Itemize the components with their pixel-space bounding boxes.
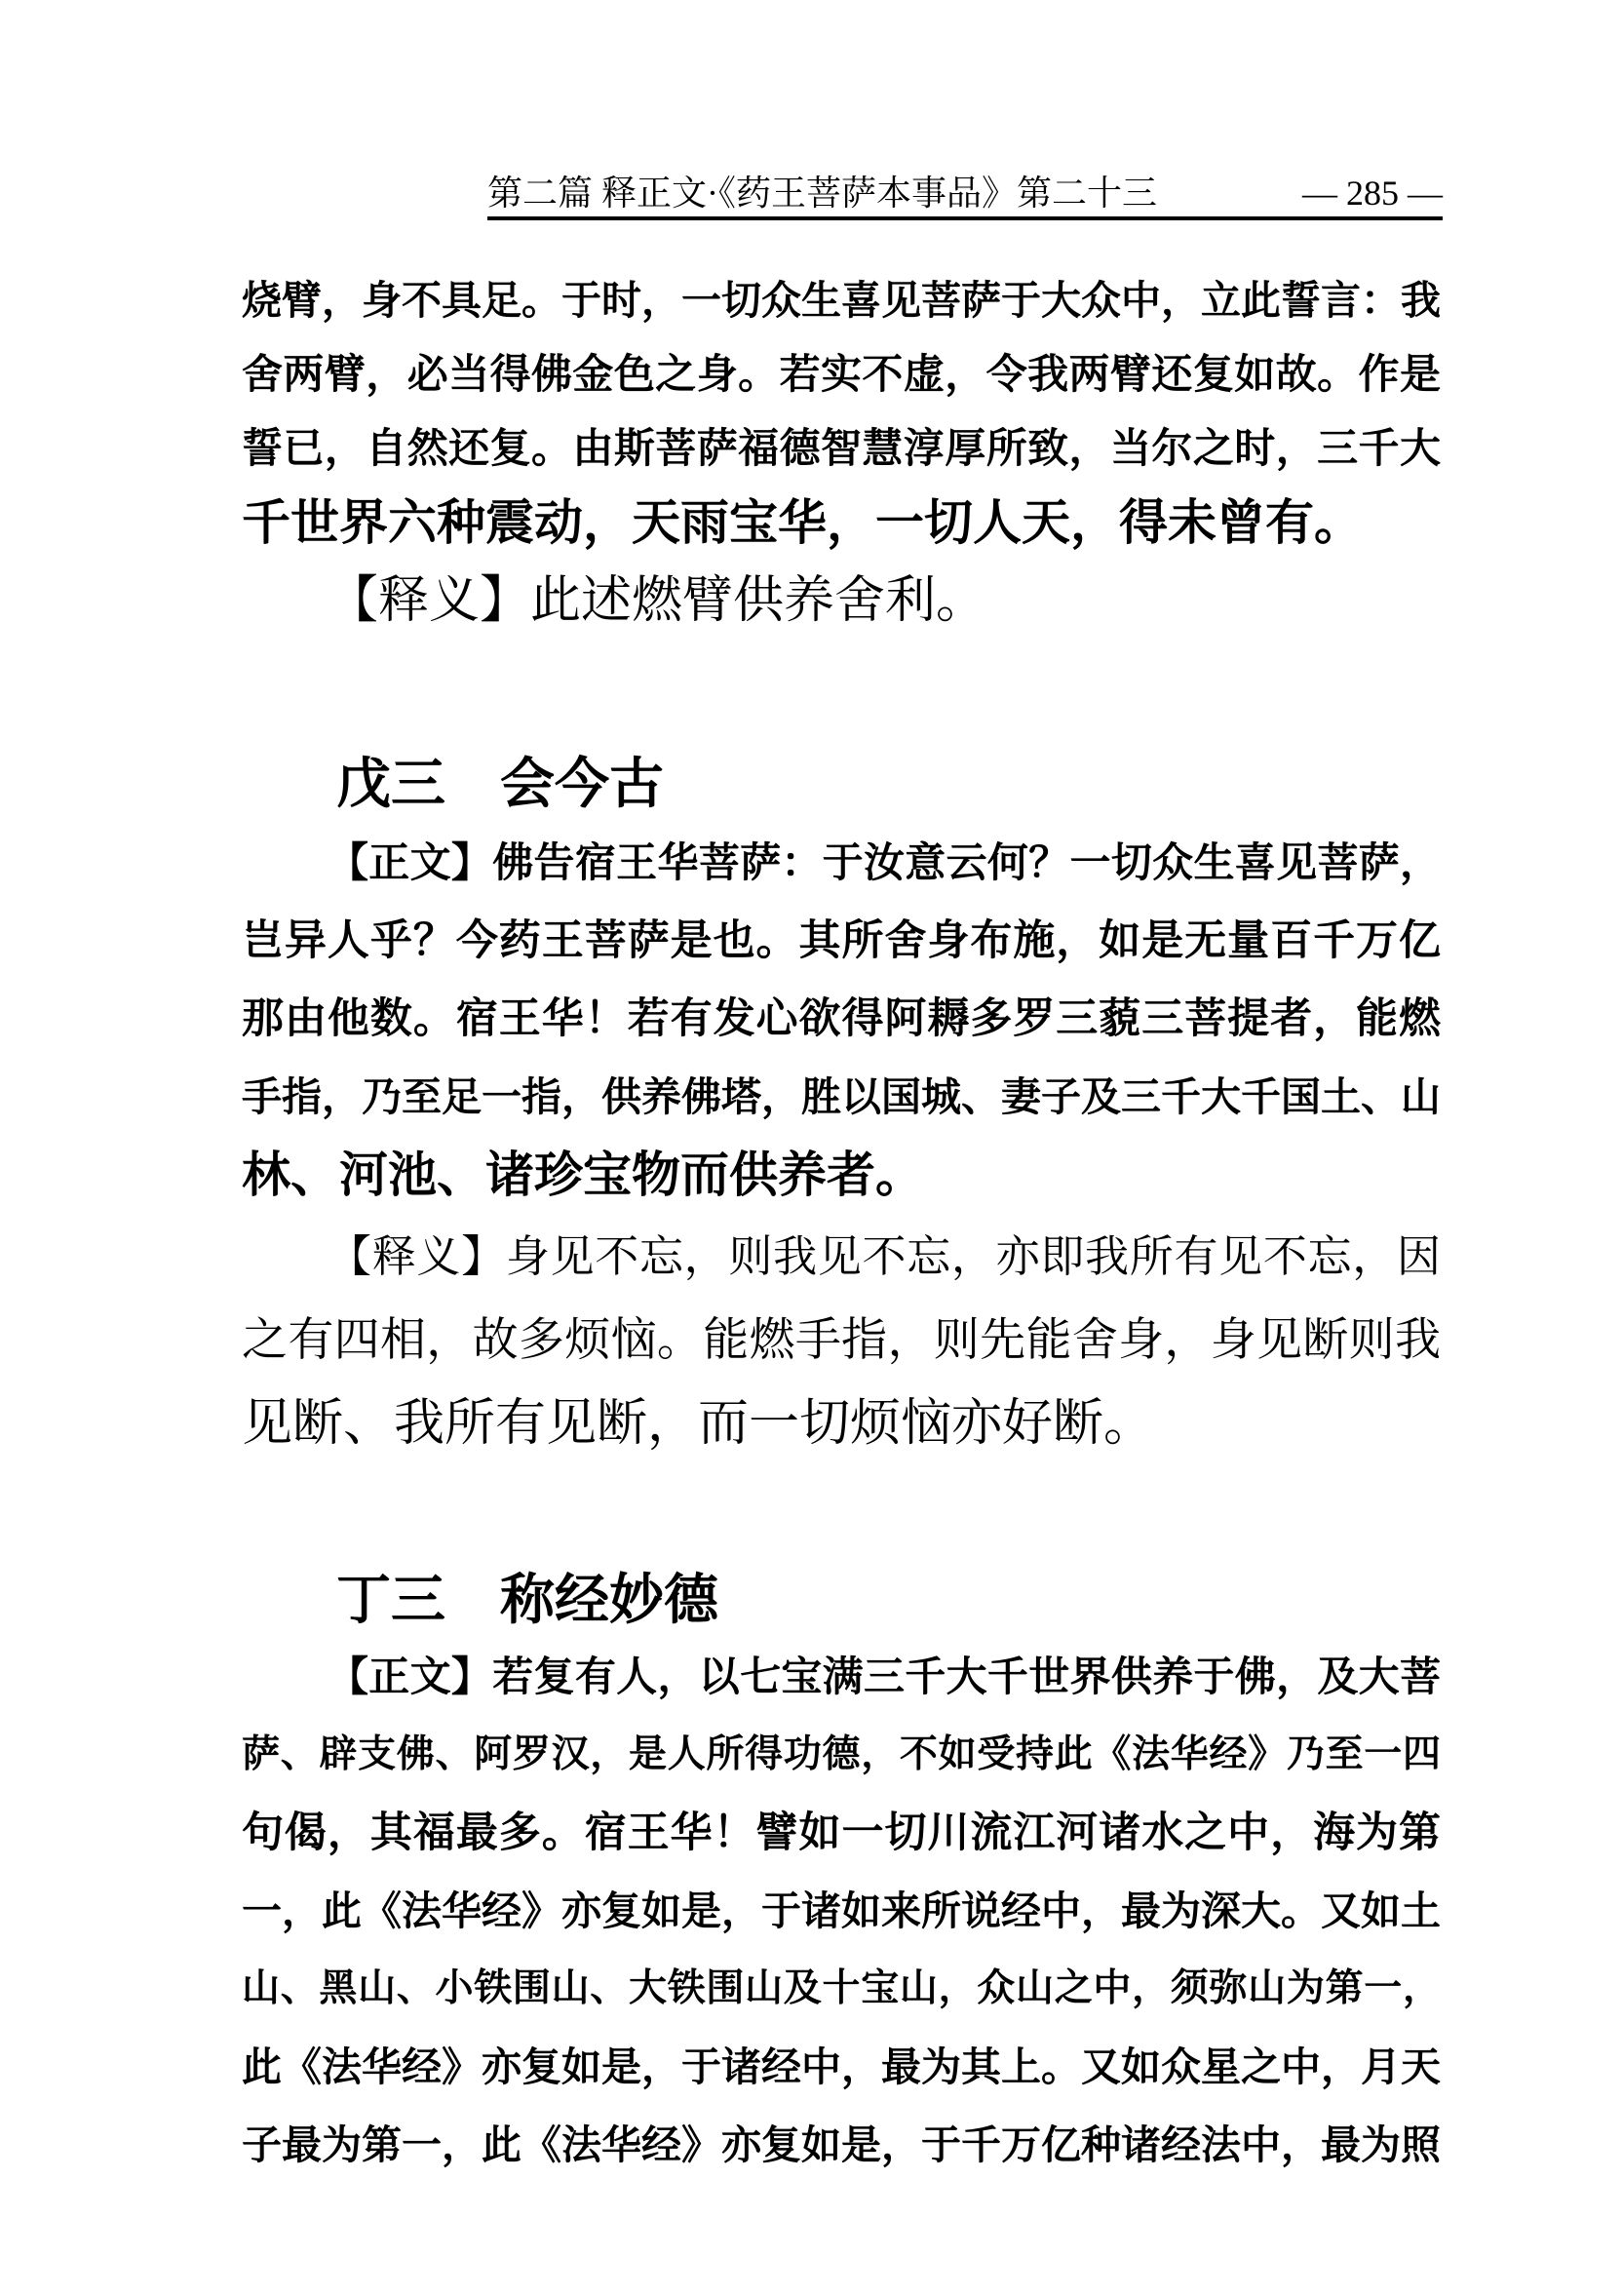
section-title: 会今古 <box>500 753 664 814</box>
text-line: 舍两臂，必当得佛金色之身。若实不虚，令我两臂还复如故。作是 <box>242 351 1441 397</box>
zhengwen-3 <box>242 1638 1441 2184</box>
text-line: 见断、我所有见断，而一切烦恼亦好断。 <box>242 1396 1155 1452</box>
text-line: 誓已，自然还复。由斯菩萨福德智慧淳厚所致，当尔之时，三千大 <box>242 425 1441 471</box>
text-line: 萨、辟支佛、阿罗汉，是人所得功德，不如受持此《法华经》乃至一四 <box>242 1733 1441 1775</box>
section-number: 丁三 <box>336 1569 445 1630</box>
text-line: 烧臂，身不具足。于时，一切众生喜见菩萨于大众中，立此誓言：我 <box>242 278 1441 323</box>
running-header <box>487 166 1443 215</box>
text-line: 【释义】身见不忘，则我见不忘，亦即我所有见不忘，因 <box>328 1232 1441 1281</box>
page-number: — 285 — <box>1302 174 1443 213</box>
section-title: 称经妙德 <box>500 1569 718 1630</box>
text-line: 句偈，其福最多。宿王华！譬如一切川流江河诸水之中，海为第 <box>242 1810 1441 1856</box>
text-line: 【释义】此述燃臂供养舍利。 <box>328 573 987 629</box>
zhengwen-2 <box>242 824 1441 1214</box>
text-line: 手指，乃至足一指，供养佛塔，胜以国城、妻子及三千大千国土、山 <box>242 1074 1441 1119</box>
running-title: 第二篇 释正文·《药王菩萨本事品》第二十三 <box>487 174 1157 213</box>
text-line: 山、黑山、小铁围山、大铁围山及十宝山，众山之中，须弥山为第一， <box>242 1967 1441 2009</box>
text-line: 子最为第一，此《法华经》亦复如是，于千万亿种诸经法中，最为照 <box>242 2122 1441 2167</box>
shiyi-1 <box>242 563 1441 641</box>
text-line: 千世界六种震动，天雨宝华，一切人天，得未曾有。 <box>242 495 1363 550</box>
text-line: 此《法华经》亦复如是，于诸经中，最为其上。又如众星之中，月天 <box>242 2044 1441 2089</box>
shiyi-2 <box>242 1215 1441 1466</box>
text-line: 一，此《法华经》亦复如是，于诸如来所说经中，最为深大。又如土 <box>242 1888 1441 1933</box>
text-line: 【正文】若复有人，以七宝满三千大千世界供养于佛，及大菩 <box>328 1654 1441 1699</box>
text-line: 林、河池、诸珍宝物而供养者。 <box>242 1148 924 1202</box>
header-rule <box>487 216 1443 220</box>
text-line: 岂异人乎？今药王菩萨是也。其所舍身布施，如是无量百千万亿 <box>242 917 1441 964</box>
section-heading-2 <box>336 1557 718 1635</box>
text-line: 【正文】佛告宿王华菩萨：于汝意云何？一切众生喜见菩萨， <box>328 839 1441 885</box>
section-number: 戊三 <box>336 753 445 814</box>
paragraph-1 <box>242 263 1441 560</box>
text-line: 之有四相，故多烦恼。能燃手指，则先能舍身，身见断则我 <box>242 1315 1441 1366</box>
section-heading-1 <box>336 741 664 819</box>
text-line: 那由他数。宿王华！若有发心欲得阿耨多罗三藐三菩提者，能燃 <box>242 995 1441 1042</box>
